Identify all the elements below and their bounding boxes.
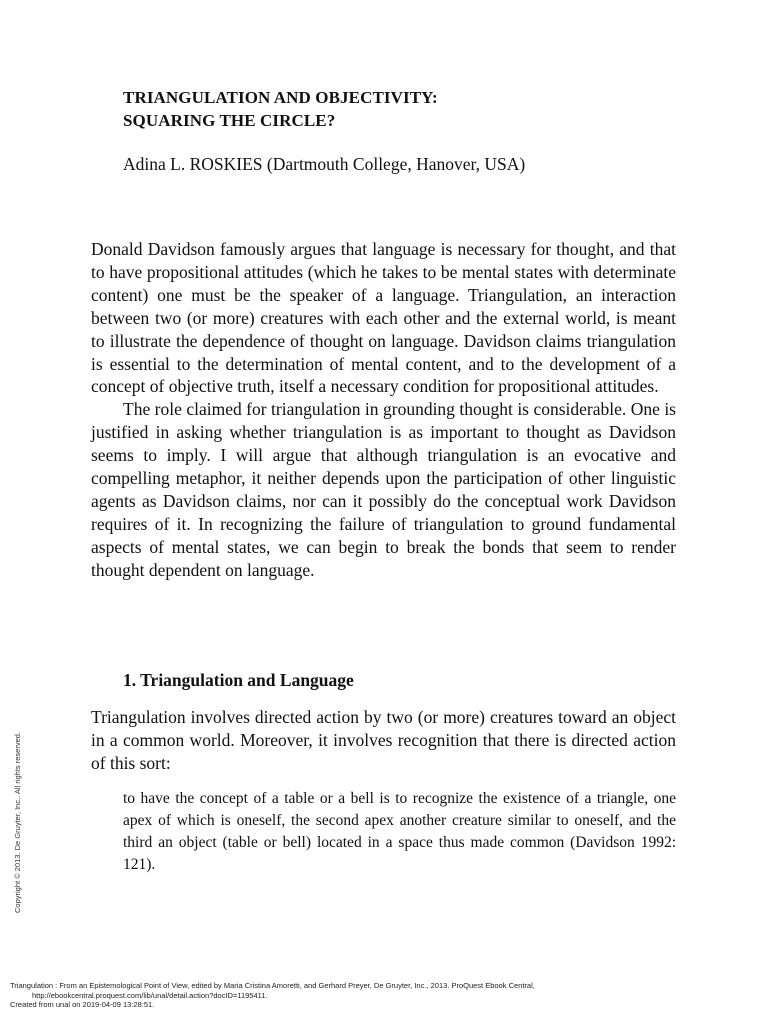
paper-title-line-2: SQUARING THE CIRCLE? (123, 111, 336, 130)
side-copyright-notice: Copyright © 2013. De Gruyter, Inc.. All rights reserved. (13, 731, 22, 913)
section-1-paragraph-1: Triangulation involves directed action by two (or more) creatures toward an object in a common world. Moreover, it involves recognition that there is directed action of this sort: (91, 707, 676, 773)
intro-section (91, 238, 676, 582)
block-quote: to have the concept of a table or a bell is to recognize the existence of a triangle, one apex of which is oneself, the second apex another creature similar to oneself, and the third an object (table or bell) located in a space thus made common (Davidson 1992: 121). (123, 790, 676, 873)
section-1-body (91, 706, 676, 775)
paper-title-line-1: TRIANGULATION AND OBJECTIVITY: (123, 88, 438, 107)
footer-url-link[interactable]: http://ebookcentral.proquest.com/lib/unal/detail.action?docID=1195411. (32, 990, 268, 1000)
author-affiliation: Adina L. ROSKIES (Dartmouth College, Hanover, USA) (123, 154, 526, 174)
intro-paragraph-1: Donald Davidson famously argues that language is necessary for thought, and that to have propositional attitudes (which he takes to be mental states with determinate content) one must be the speaker of a language. Triangulation, an interaction between two (or more) creatures with each other and the external world, is meant to illustrate the dependence of thought on language. Davidson claims triangulation is essential to the determination of mental content, and to the development of a concept of objective truth, itself a necessary condition for propositional attitudes. (91, 239, 676, 397)
page-footer (10, 981, 750, 1010)
footer-citation: Triangulation : From an Epistemological Point of View, edited by Maria Cristina Amoretti, and Gerhard Preyer, De Gruyter, Inc., 2013. ProQuest Ebook Central, (10, 981, 535, 990)
section-1-heading: 1. Triangulation and Language (123, 670, 354, 690)
paper-title (123, 86, 683, 132)
footer-created-date: Created from unal on 2019-04-09 13:28:51. (10, 1000, 155, 1009)
intro-paragraph-2: The role claimed for triangulation in grounding thought is considerable. One is justified in asking whether triangulation is as important to thought as Davidson seems to imply. I will argue that although triangulation is an evocative and compelling metaphor, it neither depends upon the participation of other linguistic agents as Davidson claims, nor can it possibly do the conceptual work Davidson requires of it. In recognizing the failure of triangulation to ground fundamental aspects of mental states, we can begin to break the bonds that seem to render thought dependent on language. (91, 399, 676, 580)
